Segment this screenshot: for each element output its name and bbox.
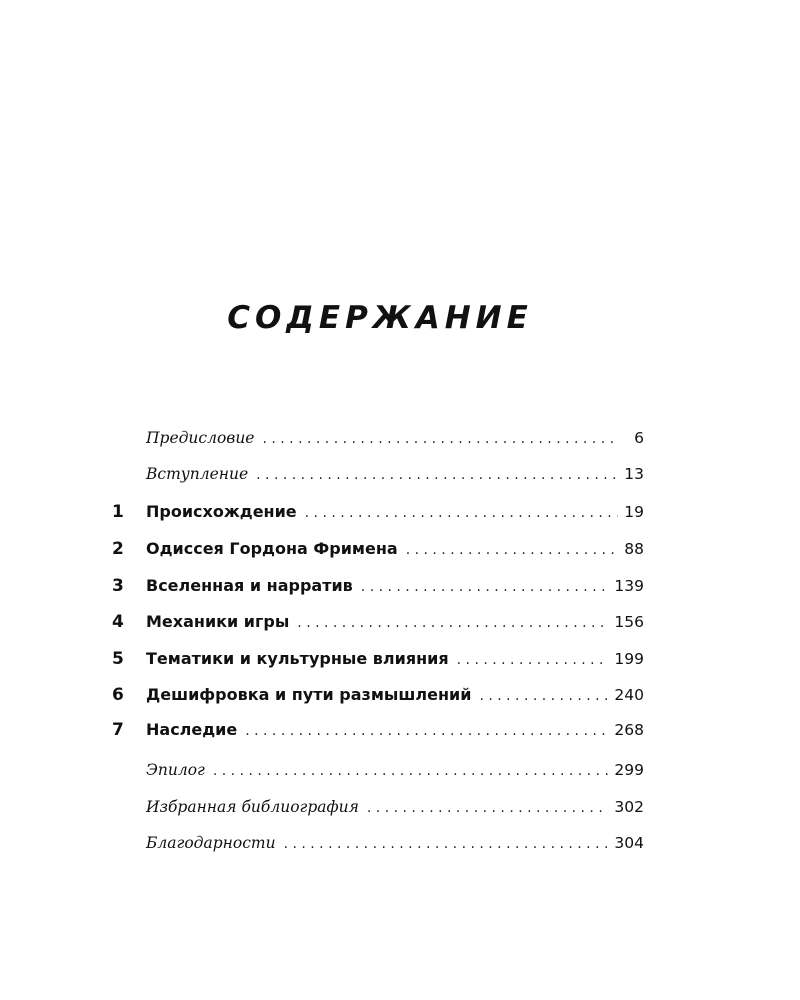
page-number: 19 (624, 503, 644, 521)
toc-entry-epilogue (0, 758, 800, 782)
entry-title: Вселенная и нарратив (146, 576, 353, 595)
toc-entry-chapter-7 (0, 718, 800, 742)
toc-entry-acknowledgements (0, 831, 800, 855)
chapter-number: 2 (112, 539, 124, 559)
dot-leader (361, 575, 609, 599)
entry-title: Предисловие (146, 429, 255, 447)
entry-title: Механики игры (146, 612, 290, 631)
page-number: 240 (614, 686, 644, 704)
dot-leader (479, 684, 608, 708)
entry-title: Избранная библиография (146, 798, 359, 816)
entry-title: Происхождение (146, 502, 297, 521)
dot-leader (262, 427, 618, 451)
dot-leader (256, 463, 618, 487)
chapter-number: 7 (112, 720, 124, 740)
page-number: 268 (614, 721, 644, 739)
entry-title: Эпилог (146, 761, 205, 779)
entry-title: Дешифровка и пути размышлений (146, 685, 472, 704)
chapter-number: 4 (112, 612, 124, 632)
page-number: 199 (614, 650, 644, 668)
dot-leader (406, 538, 618, 562)
toc-entry-chapter-1 (0, 500, 800, 524)
entry-title: Наследие (146, 720, 238, 739)
toc-entry-preface (0, 426, 800, 450)
chapter-number: 3 (112, 576, 124, 596)
dot-leader (245, 719, 608, 743)
dot-leader (305, 501, 618, 525)
dot-leader (457, 648, 609, 672)
entry-title: Тематики и культурные влияния (146, 649, 449, 668)
page-number: 6 (634, 429, 644, 447)
page-number: 13 (624, 465, 644, 483)
page-number: 304 (614, 834, 644, 852)
page-number: 299 (614, 761, 644, 779)
toc-entry-chapter-3 (0, 574, 800, 598)
dot-leader (284, 832, 609, 856)
chapter-number: 5 (112, 649, 124, 669)
toc-entry-chapter-4 (0, 610, 800, 634)
toc-entry-chapter-2 (0, 537, 800, 561)
entry-title: Благодарности (146, 834, 276, 852)
page-number: 302 (614, 798, 644, 816)
page-number: 139 (614, 577, 644, 595)
toc-entry-introduction (0, 462, 800, 486)
dot-leader (213, 759, 609, 783)
chapter-number: 6 (112, 685, 124, 705)
page-number: 88 (624, 540, 644, 558)
toc-entry-chapter-6 (0, 683, 800, 707)
chapter-number: 1 (112, 502, 124, 522)
page-number: 156 (614, 613, 644, 631)
dot-leader (367, 796, 609, 820)
toc-entry-bibliography (0, 795, 800, 819)
toc-entry-chapter-5 (0, 647, 800, 671)
entry-title: Вступление (146, 465, 249, 483)
dot-leader (297, 611, 608, 635)
page-title: СОДЕРЖАНИЕ (227, 300, 533, 336)
entry-title: Одиссея Гордона Фримена (146, 539, 398, 558)
